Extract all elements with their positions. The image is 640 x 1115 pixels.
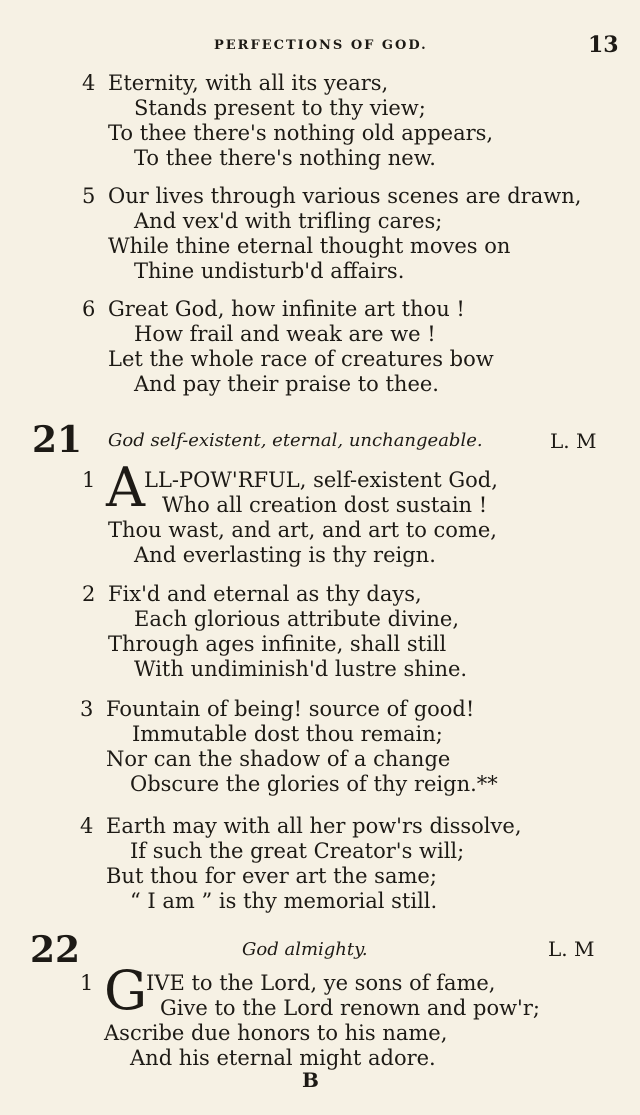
verse-line: Our lives through various scenes are drawn, [108, 184, 582, 208]
verse-line: Fix'd and eternal as thy days, [108, 582, 422, 606]
verse-number: 2 [82, 582, 96, 606]
verse-line: And his eternal might adore. [130, 1046, 436, 1070]
verse-line: And vex'd with trifling cares; [134, 209, 443, 233]
verse-line: IVE to the Lord, ye sons of fame, [146, 971, 496, 995]
verse-line: LL-POW'RFUL, self-existent God, [144, 468, 498, 492]
verse-line: Each glorious attribute divine, [134, 607, 460, 631]
verse-line: And everlasting is thy reign. [134, 543, 436, 567]
hymn-title: God almighty. [242, 939, 368, 960]
verse-line: Who all creation dost sustain ! [162, 493, 488, 517]
verse-line: Great God, how infinite art thou ! [108, 297, 465, 321]
verse-number: 1 [82, 468, 96, 492]
hymn-title: God self-existent, eternal, unchangeable. [108, 430, 483, 451]
verse-line: Eternity, with all its years, [108, 71, 389, 95]
drop-cap: G [104, 959, 148, 1022]
verse-number: 5 [82, 184, 96, 208]
verse-line: With undiminish'd lustre shine. [134, 657, 468, 681]
hymn-number: 22 [30, 929, 81, 971]
verse-line: Give to the Lord renown and pow'r; [160, 996, 540, 1020]
signature-mark: B [302, 1068, 319, 1092]
verse-line: If such the great Creator's will; [130, 839, 465, 863]
verse-line: How frail and weak are we ! [134, 322, 436, 346]
verse-line: Stands present to thy view; [134, 96, 426, 120]
verse-number: 6 [82, 297, 96, 321]
verse-line: But thou for ever art the same; [106, 864, 437, 888]
verse-line: Immutable dost thou remain; [132, 722, 443, 746]
verse-line: Ascribe due honors to his name, [104, 1021, 448, 1045]
verse-line: Nor can the shadow of a change [106, 747, 451, 771]
page-header [0, 32, 640, 60]
verse-line: To thee there's nothing new. [134, 146, 436, 170]
verse-line: Earth may with all her pow'rs dissolve, [106, 814, 522, 838]
verse-number: 1 [80, 971, 94, 995]
verse-line: Through ages infinite, shall still [108, 632, 447, 656]
verse-line: Thine undisturb'd affairs. [134, 259, 405, 283]
verse-line: To thee there's nothing old appears, [108, 121, 494, 145]
hymn-number: 21 [32, 419, 83, 461]
verse-line: And pay their praise to thee. [134, 372, 439, 396]
verse-line: Obscure the glories of thy reign.** [130, 772, 498, 796]
running-title: PERFECTIONS OF GOD. [214, 38, 428, 53]
verse-number: 3 [80, 697, 94, 721]
verse-line: Fountain of being! source of good! [106, 697, 475, 721]
verse-number: 4 [80, 814, 94, 838]
verse-line: While thine eternal thought moves on [108, 234, 511, 258]
drop-cap: A [106, 456, 145, 519]
hymn-meter: L. M [550, 429, 597, 453]
hymn-meter: L. M [548, 937, 595, 961]
verse-line: Thou wast, and art, and art to come, [108, 518, 497, 542]
verse-number: 4 [82, 71, 96, 95]
verse-line: Let the whole race of creatures bow [108, 347, 494, 371]
page-number: 13 [588, 32, 619, 58]
verse-line: “ I am ” is thy memorial still. [130, 889, 438, 913]
